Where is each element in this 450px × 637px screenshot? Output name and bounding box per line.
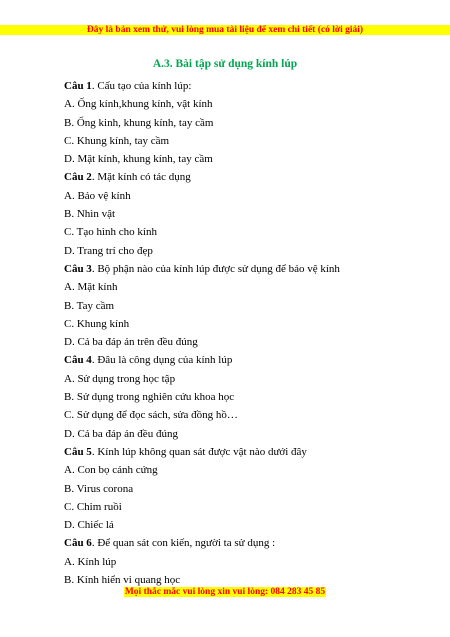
preview-banner-text: Đây là bản xem thử, vui lòng mua tài liệu để xem chi tiết (có lời giải) [86,25,364,35]
answer-option: C. Sử dụng để đọc sách, sửa đồng hồ… [64,409,238,422]
question-number: Câu 3 [64,262,92,275]
contact-footer-text: Mọi thắc mắc vui lòng xin vui lòng: 084 283 45 85 [124,587,326,597]
answer-option: D. Cả ba đáp án đều đúng [64,427,178,440]
answer-option: D. Mặt kính, khung kính, tay cầm [64,153,213,166]
answer-option: C. Khung kính [64,317,130,330]
question-text: . Cấu tạo của kính lúp: [91,80,192,92]
question-stem [64,534,424,552]
answer-option: B. Virus corona [64,482,134,495]
question-stem [64,168,424,186]
answer-option: B. Ống kinh, khung kính, tay cầm [64,116,214,129]
question-text: . Đâu là công dụng của kính lúp [91,354,233,367]
question-list [64,77,424,589]
question-number: Câu 5 [64,445,92,458]
answer-option: A. Kính lúp [64,555,117,568]
contact-footer [0,587,450,597]
question-text: . Để quan sát con kiến, người ta sử dụng : [91,537,276,550]
answer-option: D. Cả ba đáp án trên đều đúng [64,336,198,349]
answer-option: C. Tạo hình cho kính [64,226,157,239]
question-stem [64,351,424,369]
answer-option: C. Chim ruồi [64,500,122,513]
question-stem [64,260,424,278]
question-number: Câu 1 [64,80,92,92]
answer-option: A. Sử dụng trong học tập [64,372,176,385]
answer-option: D. Chiếc lá [64,519,114,532]
question-stem [64,443,424,461]
preview-banner [0,25,450,35]
section-title: A.3. Bài tập sử dụng kính lúp [152,58,298,70]
answer-option: B. Nhìn vật [64,208,116,221]
answer-option: B. Sử dụng trong nghiên cứu khoa học [64,391,235,404]
question-text: . Mặt kính có tác dụng [91,171,191,184]
answer-option: A. Ống kính,khung kính, vật kính [64,98,213,111]
answer-option: C. Khung kính, tay cầm [64,134,170,147]
question-number: Câu 2 [64,171,92,184]
question-number: Câu 6 [64,537,92,550]
answer-option: A. Con bọ cánh cứng [64,464,158,477]
answer-option: B. Kính hiển vi quang học [64,574,181,587]
answer-option: B. Tay cầm [64,299,115,312]
answer-option: A. Bảo vệ kính [64,189,131,202]
answer-option: D. Trang trí cho đẹp [64,244,153,257]
question-stem [64,77,424,95]
answer-option: A. Mặt kính [64,281,118,294]
question-text: . Bộ phận nào của kính lúp được sử dụng để bảo vệ kính [91,262,340,275]
question-text: . Kính lúp không quan sát được vật nào dưới đây [91,445,307,458]
question-number: Câu 4 [64,354,92,367]
